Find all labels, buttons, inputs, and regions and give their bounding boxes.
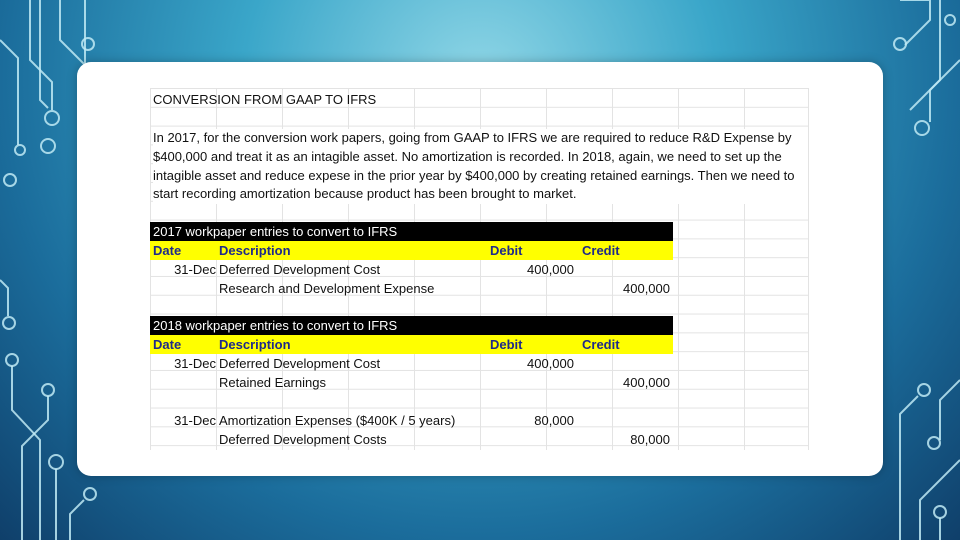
table-row (150, 280, 808, 298)
header-debit: Debit (490, 243, 523, 258)
row-description: Amortization Expenses ($400K / 5 years) (219, 413, 456, 428)
header-credit: Credit (582, 243, 620, 258)
header-description: Description (219, 243, 291, 258)
table-row (150, 374, 808, 392)
description-paragraph: In 2017, for the conversion work papers, going from GAAP to IFRS we are required to reduce R&D Expense by $400,000 and treat it as an intagible asset. No amortization is recorded. In 2018, again, we need to set up the intagible asset and reduce expese in the prior year by $400,000 by creating retained earnings. Then we need to start recording amortization because product has been brought to market. (153, 129, 808, 204)
row-credit: 400,000 (623, 375, 670, 390)
header-date: Date (153, 337, 182, 352)
row-description: Research and Development Expense (219, 281, 435, 296)
row-date: 31-Dec (174, 356, 216, 371)
content-card (77, 62, 883, 476)
row-description: Deferred Development Cost (219, 262, 381, 277)
header-description: Description (219, 337, 291, 352)
section-2017-heading-row (150, 222, 673, 241)
row-date: 31-Dec (174, 262, 216, 277)
section-2017-heading: 2017 workpaper entries to convert to IFRS (153, 224, 398, 239)
row-credit: 400,000 (623, 281, 670, 296)
section-2018-heading: 2018 workpaper entries to convert to IFRS (153, 318, 398, 333)
section-2018-header-row (150, 335, 673, 354)
row-credit: 80,000 (630, 432, 670, 447)
header-debit: Debit (490, 337, 523, 352)
row-debit: 400,000 (527, 262, 574, 277)
table-row (150, 412, 808, 430)
header-credit: Credit (582, 337, 620, 352)
row-debit: 400,000 (527, 356, 574, 371)
section-2017-header-row (150, 241, 673, 260)
section-2018-heading-row (150, 316, 673, 335)
table-row (150, 431, 808, 449)
page-title: CONVERSION FROM GAAP TO IFRS (153, 92, 377, 107)
row-date: 31-Dec (174, 413, 216, 428)
table-row (150, 355, 808, 373)
row-description: Deferred Development Costs (219, 432, 387, 447)
row-description: Deferred Development Cost (219, 356, 381, 371)
spreadsheet (150, 88, 809, 450)
row-description: Retained Earnings (219, 375, 326, 390)
row-debit: 80,000 (534, 413, 574, 428)
header-date: Date (153, 243, 182, 258)
table-row (150, 261, 808, 279)
